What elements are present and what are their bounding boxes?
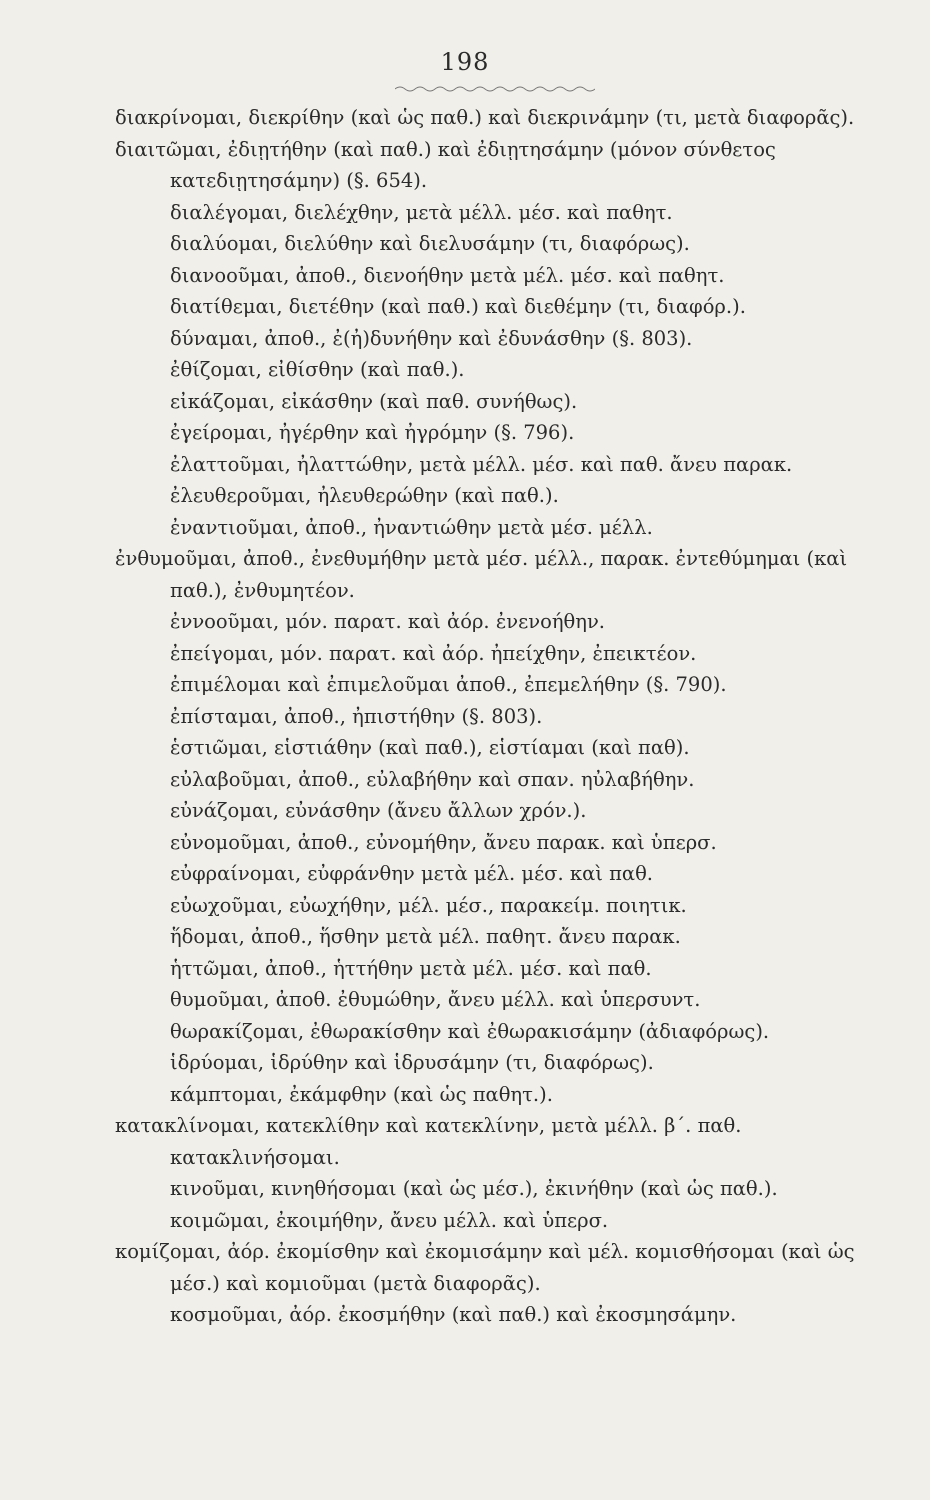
verb-entry: δύναμαι, ἀποθ., ἐ(ἠ)δυνήθην καὶ ἐδυνάσθην (§. 803). — [170, 326, 693, 350]
verb-entry: ἐθίζομαι, εἰθίσθην (καὶ παθ.). — [170, 358, 465, 381]
verb-entry: ἥδομαι, ἀποθ., ἥσθην μετὰ μέλ. παθητ. ἄνευ παρακ. — [170, 925, 681, 948]
verb-entry: κάμπτομαι, ἐκάμφθην (καὶ ὡς παθητ.). — [170, 1082, 553, 1106]
verb-entry: κοσμοῦμαι, ἀόρ. ἐκοσμήθην (καὶ παθ.) καὶ ἐκοσμησάμην. — [170, 1303, 737, 1326]
verb-entry: θωρακίζομαι, ἐθωρακίσθην καὶ ἐθωρακισάμην (ἀδιαφόρως). — [170, 1019, 770, 1043]
verb-entry: ἐνθυμοῦμαι, ἀποθ., ἐνεθυμήθην μετὰ μέσ. μέλλ., παρακ. ἐντεθύμημαι (καὶ παθ.), ἐνθυμητέον. — [115, 547, 848, 602]
verb-entry: ἱδρύομαι, ἱδρύθην καὶ ἱδρυσάμην (τι, διαφόρως). — [170, 1051, 654, 1074]
verb-entry: ἐγείρομαι, ἠγέρθην καὶ ἠγρόμην (§. 796). — [170, 421, 575, 444]
verb-entry: ἐπίσταμαι, ἀποθ., ἠπιστήθην (§. 803). — [170, 704, 543, 728]
verb-entry: διαιτῶμαι, ἐδιῃτήθην (καὶ παθ.) καὶ ἐδιῃτησάμην (μόνον σύνθετος κατεδιῃτησάμην) (§. 654). — [115, 137, 776, 192]
verb-entry: διατίθεμαι, διετέθην (καὶ παθ.) καὶ διεθέμην (τι, διαφόρ.). — [170, 295, 746, 318]
verb-entry: ἡττῶμαι, ἀποθ., ἡττήθην μετὰ μέλ. μέσ. καὶ παθ. — [170, 956, 652, 980]
verb-entry: ἐλευθεροῦμαι, ἠλευθερώθην (καὶ παθ.). — [170, 484, 559, 507]
verb-entry: εἰκάζομαι, εἰκάσθην (καὶ παθ. συνήθως). — [170, 389, 578, 413]
verb-entry: εὐφραίνομαι, εὐφράνθην μετὰ μέλ. μέσ. καὶ παθ. — [170, 862, 654, 885]
verb-entry: ἐπείγομαι, μόν. παρατ. καὶ ἀόρ. ἠπείχθην, ἐπεικτέον. — [170, 641, 697, 665]
verb-entry: ἐπιμέλομαι καὶ ἐπιμελοῦμαι ἀποθ., ἐπεμελήθην (§. 790). — [170, 673, 727, 696]
verb-entry: ἐννοοῦμαι, μόν. παρατ. καὶ ἀόρ. ἐνενοήθην. — [170, 610, 605, 633]
verb-entry: ἐλαττοῦμαι, ἠλαττώθην, μετὰ μέλλ. μέσ. καὶ παθ. ἄνευ παρακ. — [170, 452, 793, 476]
header-rule — [395, 84, 595, 94]
verb-entry: διανοοῦμαι, ἀποθ., διενοήθην μετὰ μέλ. μέσ. καὶ παθητ. — [170, 263, 725, 287]
verb-entry: εὐνάζομαι, εὐνάσθην (ἄνευ ἄλλων χρόν.). — [170, 799, 587, 822]
verb-entry: κομίζομαι, ἀόρ. ἐκομίσθην καὶ ἐκομισάμην καὶ μέλ. κομισθήσομαι (καὶ ὡς μέσ.) καὶ κομιοῦμαι (μετὰ διαφορᾶς). — [115, 1240, 855, 1295]
verb-entry: διαλέγομαι, διελέχθην, μετὰ μέλλ. μέσ. καὶ παθητ. — [170, 200, 673, 224]
verb-entry: κοιμῶμαι, ἐκοιμήθην, ἄνευ μέλλ. καὶ ὑπερσ. — [170, 1208, 609, 1232]
verb-entry: θυμοῦμαι, ἀποθ. ἐθυμώθην, ἄνευ μέλλ. καὶ ὑπερσυντ. — [170, 988, 701, 1011]
verb-entry: εὐωχοῦμαι, εὐωχήθην, μέλ. μέσ., παρακείμ. ποιητικ. — [170, 893, 687, 917]
verb-entry: κινοῦμαι, κινηθήσομαι (καὶ ὡς μέσ.), ἐκινήθην (καὶ ὡς παθ.). — [170, 1177, 778, 1200]
verb-entry: εὐλαβοῦμαι, ἀποθ., εὐλαβήθην καὶ σπαν. ηὐλαβήθην. — [170, 767, 695, 791]
verb-entry: ἑστιῶμαι, εἱστιάθην (καὶ παθ.), εἱστίαμαι (καὶ παθ). — [170, 736, 690, 759]
page-number: 198 — [440, 48, 490, 76]
verb-entry: διαλύομαι, διελύθην καὶ διελυσάμην (τι, διαφόρως). — [170, 232, 690, 255]
verb-entry-list — [115, 102, 895, 1331]
verb-entry: ἐναντιοῦμαι, ἀποθ., ἠναντιώθην μετὰ μέσ. μέλλ. — [170, 515, 653, 539]
verb-entry: εὐνομοῦμαι, ἀποθ., εὐνομήθην, ἄνευ παρακ. καὶ ὑπερσ. — [170, 830, 717, 854]
verb-entry: διακρίνομαι, διεκρίθην (καὶ ὡς παθ.) καὶ διεκρινάμην (τι, μετὰ διαφορᾶς). — [115, 106, 855, 129]
verb-entry: κατακλίνομαι, κατεκλίθην καὶ κατεκλίνην, μετὰ μέλλ. β΄. παθ. κατακλινήσομαι. — [115, 1114, 742, 1169]
